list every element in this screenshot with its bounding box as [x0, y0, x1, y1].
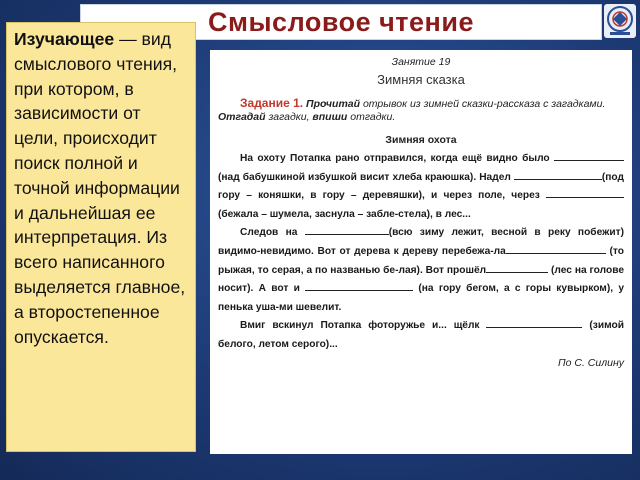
p2-b: (всю зиму лежит, весной в реку побежит) видимо-невидимо. Вот от дерева к дереву перебежа-ла [218, 227, 624, 257]
p2-a: Следов на [240, 227, 305, 239]
p1-d: (бежала – шумела, заснула – забле-стела), в лес... [218, 208, 471, 220]
definition-text [14, 27, 189, 349]
p2-e: (на гору бегом, а с горы кувырком), у пенька уша-ми шевелит. [218, 283, 624, 313]
hunt-title: Зимняя охота [385, 134, 457, 146]
p1-b: (над бабушкиной избушкой висит хлеба краюшка). Надел [218, 171, 514, 183]
slide-title: Смысловое чтение [208, 7, 474, 37]
task-text: отрывок из зимней сказки-рассказа с загадками. [360, 98, 606, 110]
task-text2: загадки, [265, 111, 313, 123]
task-text3: отгадки. [347, 111, 396, 123]
answer-blank [305, 280, 413, 291]
p2-d: (лес на голове носит). А вот и [218, 264, 624, 295]
story-paragraph-3 [218, 317, 624, 354]
answer-blank [486, 317, 582, 328]
answer-blank [546, 187, 624, 198]
p3-b: (зимой белого, летом серого)... [218, 320, 625, 350]
answer-blank [514, 169, 602, 180]
story-paragraph-2 [218, 224, 624, 317]
answer-blank [506, 243, 606, 254]
p3-a: Вмиг вскинул Потапка фоторужье и... щёлк [240, 320, 487, 332]
definition-body: — вид смыслового чтения, при котором, в зависимости от цели, происходит поиск полной и точной информации и дальнейшая ее интерпретация. Из всего написанного выделяется главное, а второстепенное опускается. [14, 29, 186, 347]
task-label: Задание 1. [240, 96, 304, 110]
task-guess: Отгадай [218, 111, 266, 123]
university-emblem-icon [604, 4, 636, 38]
worksheet-image [210, 50, 632, 454]
answer-blank [486, 262, 548, 273]
p1-a: На охоту Потапка рано отправился, когда ещё видно было [240, 153, 554, 164]
p2-c: (то рыжая, то серая, а по названью бе-лая). Вот прошёл [218, 245, 624, 276]
story-paragraph-1 [218, 150, 624, 224]
task-read: Прочитай [306, 98, 361, 110]
p1-c: (под гору – коняшки, в гору – деревяшки), и через поле, через [218, 171, 624, 202]
task-instruction [218, 97, 624, 124]
lesson-number: Занятие 19 [391, 56, 451, 68]
task-write: впиши [312, 111, 348, 123]
answer-blank [305, 224, 389, 235]
story-author: По С. Силину [558, 356, 624, 369]
definition-term: Изучающее [14, 29, 115, 49]
answer-blank [554, 150, 624, 161]
story-title: Зимняя сказка [377, 72, 465, 87]
definition-card [6, 22, 196, 452]
